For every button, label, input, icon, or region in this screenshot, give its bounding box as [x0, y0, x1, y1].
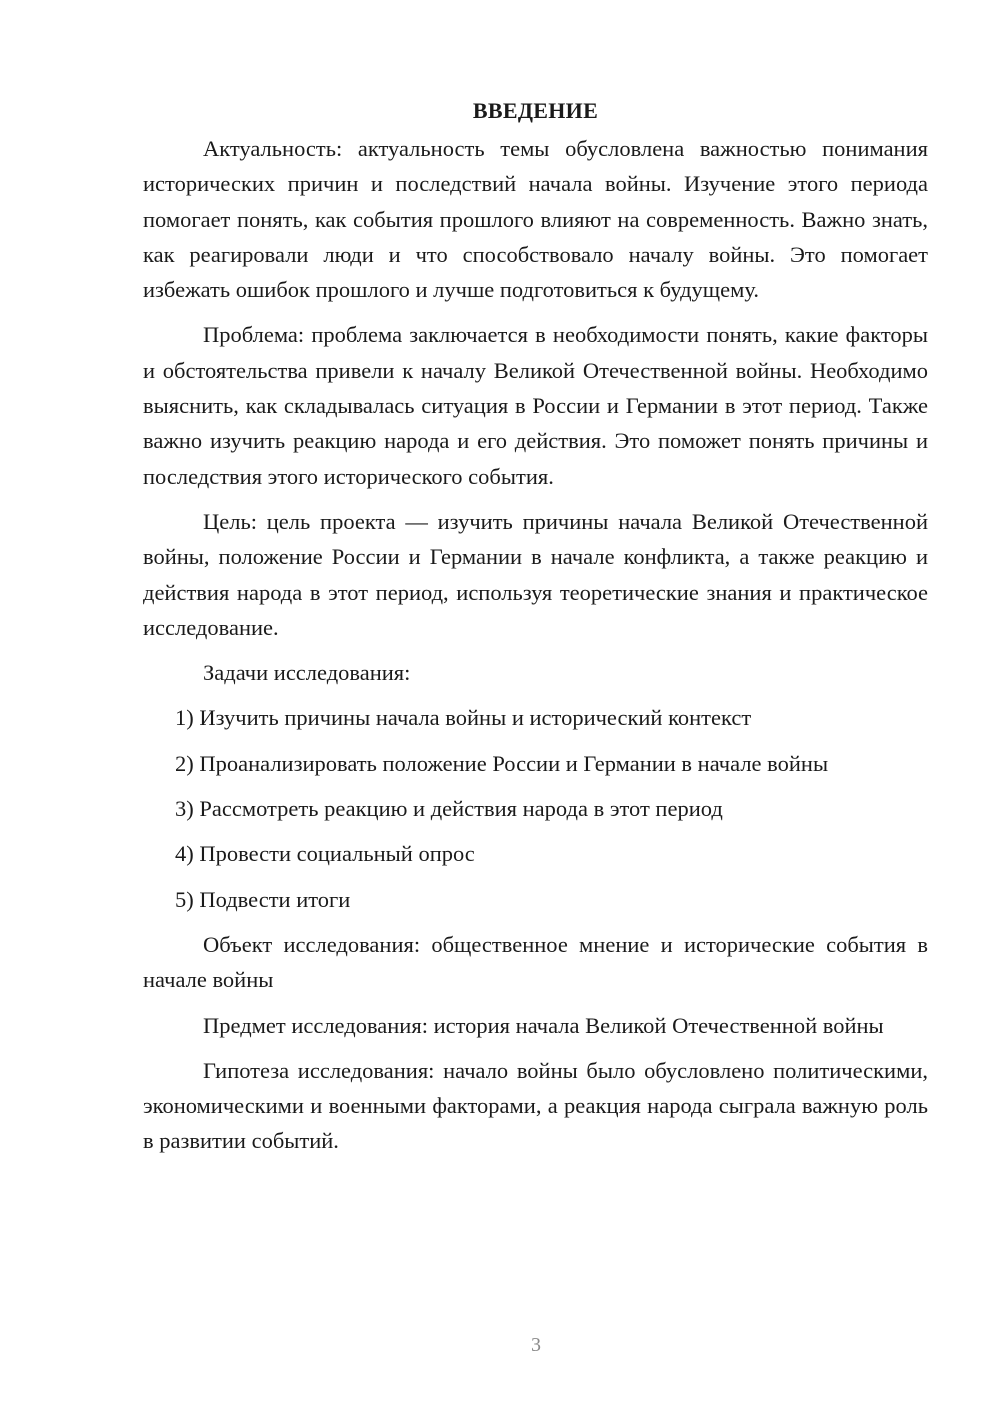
paragraph-relevance: Актуальность: актуальность темы обусловлена важностью понимания исторических причин и последствий начала войны. Изучение этого периода помогает понять, как события прошлого влияют на современность. Важно знать, как реагировали люди и что способствовало началу войны. Это помогает избежать ошибок прошлого и лучше подготовиться к будущему. — [143, 136, 928, 303]
paragraph-goal: Цель: цель проекта — изучить причины начала Великой Отечественной войны, положение России и Германии в начале конфликта, а также реакцию и действия народа в этот период, используя теоретические знания и практическое исследование. — [143, 508, 928, 640]
tasks-heading: Задачи исследования: — [203, 660, 411, 686]
paragraph-subject: Предмет исследования: история начала Великой Отечественной войны — [203, 1012, 884, 1038]
paragraph-hypothesis: Гипотеза исследования: начало войны было обусловлено политическими, экономическими и военными факторами, а реакция народа сыграла важную роль в развитии событий. — [143, 1057, 928, 1154]
list-item: 2) Проанализировать положение России и Германии в начале войны — [175, 750, 829, 776]
list-item: 1) Изучить причины начала войны и исторический контекст — [175, 705, 752, 731]
page-number: 3 — [531, 1334, 541, 1356]
list-item: 3) Рассмотреть реакцию и действия народа в этот период — [175, 796, 723, 822]
paragraph-problem: Проблема: проблема заключается в необходимости понять, какие факторы и обстоятельства привели к началу Великой Отечественной войны. Необходимо выяснить, как складывалась ситуация в России и Германии в этот период. Также важно изучить реакцию народа и его действия. Это поможет понять причины и последствия этого исторического события. — [143, 322, 928, 489]
list-item: 4) Провести социальный опрос — [175, 841, 475, 867]
list-item: 5) Подвести итоги — [175, 886, 351, 912]
document-page — [143, 96, 928, 1169]
paragraph-object: Объект исследования: общественное мнение и исторические события в начале войны — [143, 931, 928, 993]
page-title: ВВЕДЕНИЕ — [472, 98, 599, 123]
tasks-list — [143, 700, 928, 916]
